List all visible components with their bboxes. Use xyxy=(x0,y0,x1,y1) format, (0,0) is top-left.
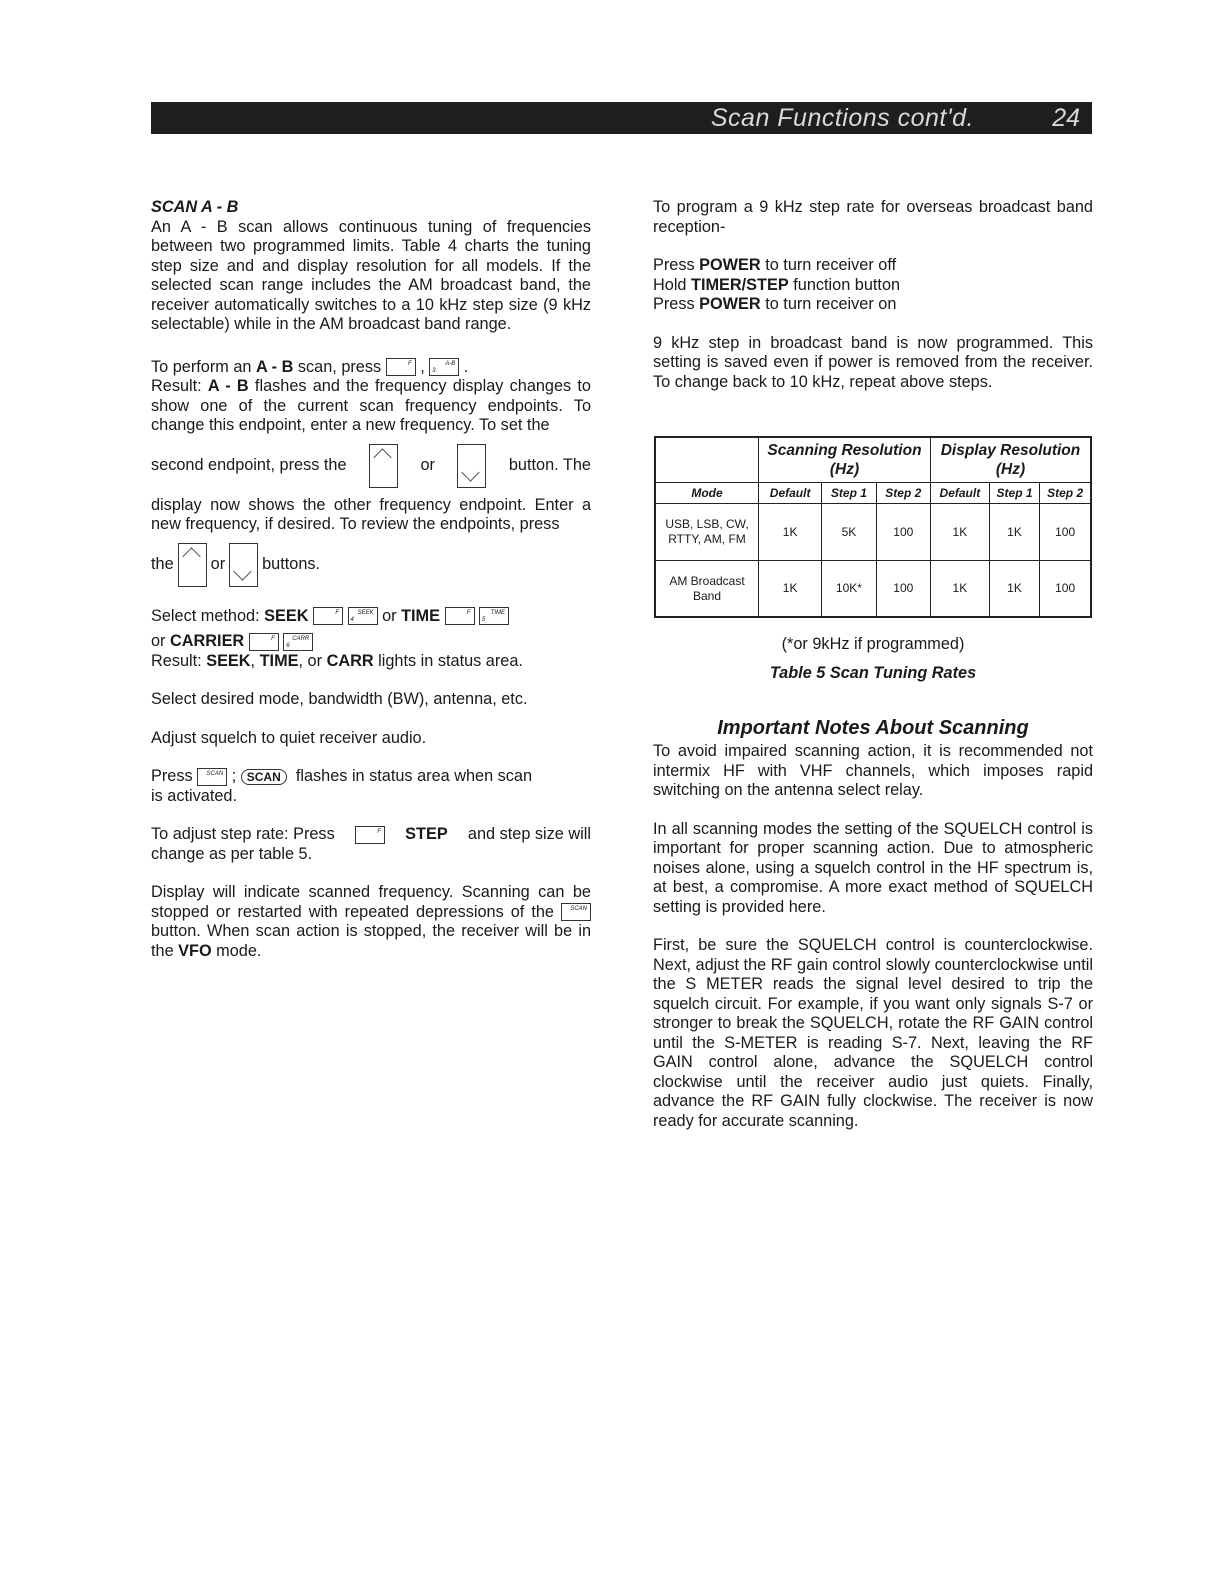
mode-cell: AM Broadcast Band xyxy=(655,561,759,618)
table-corner-cell xyxy=(655,437,759,483)
table-cell: 100 xyxy=(876,504,930,561)
f-key-icon: F xyxy=(355,826,385,844)
select-method-line: Select method: SEEK F SEEK 4 or TIME F TIME 5 xyxy=(151,607,591,627)
result-ab: Result: A - B flashes and the frequency display changes to show one of the current scan frequency endpoints. To change this endpoint, enter a new frequency. To set the xyxy=(151,377,591,434)
notes-paragraph-3: First, be sure the SQUELCH control is counterclockwise. Next, adjust the RF gain control slowly counterclockwise until the S METER reads the signal level desired to trip the squelch circuit. For example, if you want only signals S-7 or stronger to break the SQUELCH, rotate the RF GAIN control until the S-METER is reading S-7. Next, leaving the RF GAIN control alone, advance the SQUELCH control clockwise until the receiver audio just quiets. Finally, advance the RF GAIN fully clockwise. The receiver is now ready for accurate scanning. xyxy=(653,936,1093,1130)
table-cell: 1K xyxy=(759,504,822,561)
scan-ab-intro: An A - B scan allows continuous tuning of frequencies between two programmed limits. Table 4 charts the tuning step size and and display resolution for all models. If the selected scan range includes the AM broadcast band, the receiver automatically switches to a 10 kHz step size (9 kHz selectable) while in the AM broadcast band range. xyxy=(151,217,591,333)
result-method-line: Result: SEEK, TIME, or CARR lights in status area. xyxy=(151,651,523,670)
perform-line: To perform an A - B scan, press F , A-B 3 . xyxy=(151,357,469,376)
f-key-icon: F xyxy=(313,607,343,625)
scan-key-icon: SCAN xyxy=(197,768,227,786)
header-title: Scan Functions cont'd. xyxy=(710,104,974,132)
table-footnote: (*or 9kHz if programmed) xyxy=(781,635,965,653)
table-row xyxy=(655,561,1091,618)
review-endpoints-line: the or buttons. xyxy=(151,543,591,587)
table-sub-header-row xyxy=(655,483,1091,504)
table-cell: 5K xyxy=(822,504,876,561)
down-arrow-key-icon xyxy=(229,543,258,587)
notes-body xyxy=(653,742,1093,1131)
up-arrow-key-icon xyxy=(178,543,207,587)
sub-header: Default xyxy=(930,483,989,504)
table-cell: 1K xyxy=(930,561,989,618)
notes-paragraph-2: In all scanning modes the setting of the SQUELCH control is important for proper scanning action. Due to atmospheric noises alone, using a squelch control in the HF spectrum is, at best, a compromise. A more exact method of SQUELCH setting is provided here. xyxy=(653,819,1093,916)
ab-key-icon: A-B 3 xyxy=(429,358,459,376)
sub-header: Step 1 xyxy=(989,483,1039,504)
table-caption: Table 5 Scan Tuning Rates xyxy=(769,664,977,682)
table-cell: 1K xyxy=(759,561,822,618)
scanning-resolution-header: Scanning Resolution (Hz) xyxy=(759,437,931,483)
carr-key-icon: CARR 6 xyxy=(283,633,313,651)
seek-key-icon: SEEK 4 xyxy=(348,607,378,625)
sub-header: Default xyxy=(759,483,822,504)
carrier-line: or CARRIER F CARR 6 xyxy=(151,632,591,652)
step-rate-line2: change as per table 5. xyxy=(151,844,313,863)
scan-status-indicator: SCAN xyxy=(241,769,287,785)
left-column xyxy=(151,198,591,961)
sub-header: Step 2 xyxy=(1040,483,1091,504)
table-cell: 1K xyxy=(989,561,1039,618)
up-arrow-key-icon xyxy=(369,444,398,488)
display-scanned-text: Display will indicate scanned frequency. Scanning can be stopped or restarted with repeated depressions of the SCAN button. When scan action is stopped, the receiver will be in the VFO mode. xyxy=(151,883,591,960)
table-cell: 1K xyxy=(930,504,989,561)
down-arrow-key-icon xyxy=(457,444,486,488)
press-scan-line: Press SCAN ; SCAN flashes in status area when scan xyxy=(151,767,533,785)
notes-paragraph-1: To avoid impaired scanning action, it is recommended not intermix HF with VHF channels, which imposes rapid switching on the antenna select relay. xyxy=(653,742,1093,799)
table-cell: 10K* xyxy=(822,561,876,618)
table-cell: 100 xyxy=(1040,561,1091,618)
table-cell: 100 xyxy=(1040,504,1091,561)
program-step-3: Press POWER to turn receiver on xyxy=(653,295,897,313)
right-column xyxy=(653,198,1093,392)
section-heading-scan-ab: SCAN A - B xyxy=(151,198,239,216)
adjust-squelch-text: Adjust squelch to quiet receiver audio. xyxy=(151,728,427,747)
scan-tuning-rates-table xyxy=(654,436,1092,618)
scan-activated-text: is activated. xyxy=(151,786,237,805)
nine-khz-intro: To program a 9 kHz step rate for overseas broadcast band reception- xyxy=(653,198,1093,236)
display-resolution-header: Display Resolution (Hz) xyxy=(930,437,1091,483)
table-cell: 1K xyxy=(989,504,1039,561)
scan-key-icon: SCAN xyxy=(561,903,591,921)
select-mode-text: Select desired mode, bandwidth (BW), antenna, etc. xyxy=(151,690,528,708)
program-step-2: Hold TIMER/STEP function button xyxy=(653,275,901,294)
f-key-icon: F xyxy=(445,607,475,625)
table-cell: 100 xyxy=(876,561,930,618)
display-endpoint-text: display now shows the other frequency endpoint. Enter a new frequency, if desired. To review the endpoints, press xyxy=(151,495,591,533)
f-key-icon: F xyxy=(386,358,416,376)
second-endpoint-line: second endpoint, press the or button. The xyxy=(151,444,591,488)
step-rate-line: To adjust step rate: Press F STEP and step size will xyxy=(151,825,591,843)
nine-khz-programmed-text: 9 kHz step in broadcast band is now programmed. This setting is saved even if power is removed from the receiver. To change back to 10 kHz, repeat above steps. xyxy=(653,333,1093,391)
mode-header: Mode xyxy=(655,483,759,504)
program-step-1: Press POWER to turn receiver off xyxy=(653,256,897,274)
table-row xyxy=(655,504,1091,561)
mode-cell: USB, LSB, CW, RTTY, AM, FM xyxy=(655,504,759,561)
sub-header: Step 2 xyxy=(876,483,930,504)
sub-header: Step 1 xyxy=(822,483,876,504)
notes-heading: Important Notes About Scanning xyxy=(717,717,1029,739)
time-key-icon: TIME 5 xyxy=(479,607,509,625)
page-number: 24 xyxy=(1052,104,1080,132)
f-key-icon: F xyxy=(249,633,279,651)
table-group-header-row xyxy=(655,437,1091,483)
page-header-bar xyxy=(151,102,1092,134)
